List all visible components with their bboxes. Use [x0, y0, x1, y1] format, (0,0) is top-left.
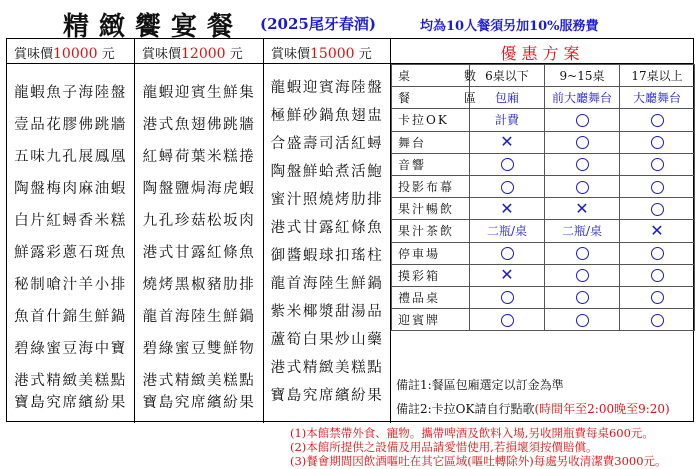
table-cell: [620, 309, 695, 331]
menu-price: 10000: [53, 46, 98, 62]
circle-icon: [651, 314, 664, 327]
page-title: 精緻饗宴餐: [63, 12, 244, 42]
cross-icon: ✕: [650, 220, 664, 240]
dish-item: 魚首什錦生鮮鍋: [14, 309, 127, 325]
page-header: [0, 4, 700, 40]
table-cell: 大廳舞台: [620, 87, 695, 109]
menu-price-header: 賞味價15000 元: [264, 39, 390, 64]
dish-item: 秘制嗆汁羊小排: [14, 277, 127, 293]
table-row-label: 舞台: [392, 131, 470, 153]
promotion-table: [391, 64, 695, 331]
circle-icon: [501, 314, 514, 327]
table-cell: [620, 264, 695, 286]
circle-icon: [651, 158, 664, 171]
table-row-label: 停車場: [392, 242, 470, 264]
dish-item: 九孔珍菇松坂肉: [142, 213, 256, 229]
table-cell: 二瓶/桌: [470, 220, 545, 242]
remark-1: 備註1:餐區包廂選定以訂金為準: [396, 378, 564, 392]
table-header-cell: 9~15桌: [545, 65, 620, 87]
dish-item: 蘆筍白果炒山藥: [270, 332, 384, 348]
table-row: [392, 65, 695, 87]
table-row: [392, 131, 695, 153]
dish-item: 碧綠蜜豆雙鮮物: [142, 341, 256, 357]
dish-item: 港式甘露紅條魚: [270, 220, 384, 236]
table-cell: [620, 220, 695, 242]
dish-item: 陶盤鮮蛤煮活鮑: [270, 164, 384, 180]
menu-price: 12000: [181, 46, 226, 62]
dish-item: 紫米椰漿甜湯品: [270, 304, 384, 320]
table-cell: [620, 109, 695, 131]
cross-icon: ✕: [500, 198, 514, 218]
menu-column-10000: [7, 39, 135, 423]
menu-column-15000: [264, 39, 391, 423]
dish-item: 龍蝦迎賓生鮮集: [142, 85, 256, 101]
table-row-label: 投影布幕: [392, 175, 470, 197]
table-row: [392, 242, 695, 264]
dish-item: 碧綠蜜豆海中寶: [14, 341, 127, 357]
table-cell: [620, 131, 695, 153]
table-cell: [545, 109, 620, 131]
menu-column-12000: [135, 39, 264, 423]
table-row-label: 禮品桌: [392, 286, 470, 308]
dish-item: 白片紅蟳香米糕: [14, 213, 127, 229]
menu-price: 15000: [310, 46, 355, 62]
dish-item: 蜜汁照燒烤肋排: [270, 192, 384, 208]
circle-icon: [651, 181, 664, 194]
footer-note: (2)本館所提供之設備及用品請愛惜使用,若損壞須按價賠償。: [290, 440, 598, 454]
dish-item: 龍首海陸生鮮鍋: [142, 309, 256, 325]
table-row-label: 摸彩箱: [392, 264, 470, 286]
table-cell: 包廂: [470, 87, 545, 109]
dish-item: 鮮露彩蔥石斑魚: [14, 245, 127, 261]
service-fee-note: 均為10人餐須另加10%服務費: [420, 19, 599, 34]
dish-item: 紅蟳荷葉米糕捲: [142, 149, 256, 165]
table-cell: [470, 198, 545, 220]
table-row-label: 果汁暢飲: [392, 198, 470, 220]
dish-item: 寶島究席繽紛果: [142, 395, 256, 411]
promotion-panel: [391, 39, 694, 423]
promotion-title: 優惠方案: [391, 39, 694, 64]
circle-icon: [651, 203, 664, 216]
table-row-label: 卡拉OK: [392, 109, 470, 131]
remark-2-time: (時間年至2:00晚至9:20): [534, 402, 670, 416]
table-cell: [470, 242, 545, 264]
table-cell: [470, 153, 545, 175]
dish-item: 龍蝦迎賓海陸盤: [270, 80, 384, 96]
table-row-label: 音響: [392, 153, 470, 175]
table-cell: 二瓶/桌: [545, 220, 620, 242]
dish-item: 合盛壽司活紅蟳: [270, 136, 384, 152]
table-cell: [620, 286, 695, 308]
table-row-label: 餐 區: [392, 87, 470, 109]
circle-icon: [576, 158, 589, 171]
remark-2: 備註2:卡拉OK請自行點歌(時間年至2:00晚至9:20): [396, 402, 670, 416]
circle-icon: [501, 247, 514, 260]
menu-price-header: 賞味價10000 元: [7, 39, 134, 64]
dish-item: 燒烤黑椒豬肋排: [142, 277, 256, 293]
dish-item: 港式精緻美糕點: [270, 360, 384, 376]
circle-icon: [651, 114, 664, 127]
circle-icon: [501, 158, 514, 171]
menu-price-header: 賞味價12000 元: [135, 39, 263, 64]
table-row-label: 迎賓牌: [392, 309, 470, 331]
dish-item: 龍首海陸生鮮鍋: [270, 276, 384, 292]
circle-icon: [651, 247, 664, 260]
table-cell: 計費: [470, 109, 545, 131]
table-cell: [545, 153, 620, 175]
circle-icon: [501, 291, 514, 304]
dish-item: 陶盤梅肉麻油蝦: [14, 181, 127, 197]
table-cell: [470, 131, 545, 153]
dish-item: 御醬蝦球扣瑤柱: [270, 248, 384, 264]
dish-item: 壹品花膠佛跳牆: [14, 117, 127, 133]
table-row: [392, 264, 695, 286]
cross-icon: ✕: [500, 265, 514, 285]
table-cell: [545, 198, 620, 220]
table-cell: [470, 286, 545, 308]
footer-note: (1)本館禁帶外食、寵物。攜帶啤酒及飲料入場,另收開瓶費每桌600元。: [290, 426, 654, 440]
table-row: [392, 198, 695, 220]
table-cell: [545, 242, 620, 264]
table-cell: [620, 175, 695, 197]
table-row: [392, 153, 695, 175]
dish-item: 港式甘露紅條魚: [142, 245, 256, 261]
table-cell: [545, 309, 620, 331]
circle-icon: [651, 291, 664, 304]
cross-icon: ✕: [500, 132, 514, 152]
table-cell: 前大廳舞台: [545, 87, 620, 109]
table-row: [392, 175, 695, 197]
circle-icon: [576, 291, 589, 304]
circle-icon: [651, 269, 664, 282]
table-cell: [545, 286, 620, 308]
circle-icon: [576, 114, 589, 127]
table-row: [392, 87, 695, 109]
table-cell: [545, 264, 620, 286]
circle-icon: [576, 247, 589, 260]
circle-icon: [501, 181, 514, 194]
table-cell: [545, 175, 620, 197]
circle-icon: [651, 136, 664, 149]
table-cell: [470, 175, 545, 197]
table-cell: [545, 131, 620, 153]
dish-item: 港式精緻美糕點: [142, 373, 256, 389]
dish-item: 港式魚翅佛跳牆: [142, 117, 256, 133]
table-header-cell: 6桌以下: [470, 65, 545, 87]
table-header-cell: 桌 數: [392, 65, 470, 87]
dish-item: 陶盤鹽焗海虎蝦: [142, 181, 256, 197]
circle-icon: [576, 181, 589, 194]
table-cell: [470, 264, 545, 286]
table-row: [392, 286, 695, 308]
dish-item: 寶島究席繽紛果: [14, 395, 127, 411]
cross-icon: ✕: [575, 198, 589, 218]
menu-frame: [6, 38, 694, 422]
table-cell: [470, 309, 545, 331]
table-cell: [620, 198, 695, 220]
circle-icon: [576, 136, 589, 149]
dish-item: 五味九孔展鳳凰: [14, 149, 127, 165]
table-cell: [620, 242, 695, 264]
table-row: [392, 309, 695, 331]
dish-item: 寶島究席繽紛果: [270, 388, 384, 404]
table-row-label: 果汁茶飲: [392, 220, 470, 242]
dish-item: 龍蝦魚子海陸盤: [14, 85, 127, 101]
table-row: [392, 220, 695, 242]
footer-note: (3)餐會期間因飲酒嘔吐在其它區域(嘔吐轉除外)每處另收清潔費3000元。: [290, 454, 667, 468]
dish-item: 港式精緻美糕點: [14, 373, 127, 389]
circle-icon: [576, 314, 589, 327]
table-cell: [620, 153, 695, 175]
table-header-cell: 17桌以上: [620, 65, 695, 87]
circle-icon: [576, 269, 589, 282]
table-row: [392, 109, 695, 131]
page-subtitle: (2025尾牙春酒): [260, 15, 376, 33]
dish-item: 極鮮砂鍋魚翅盅: [270, 108, 384, 124]
